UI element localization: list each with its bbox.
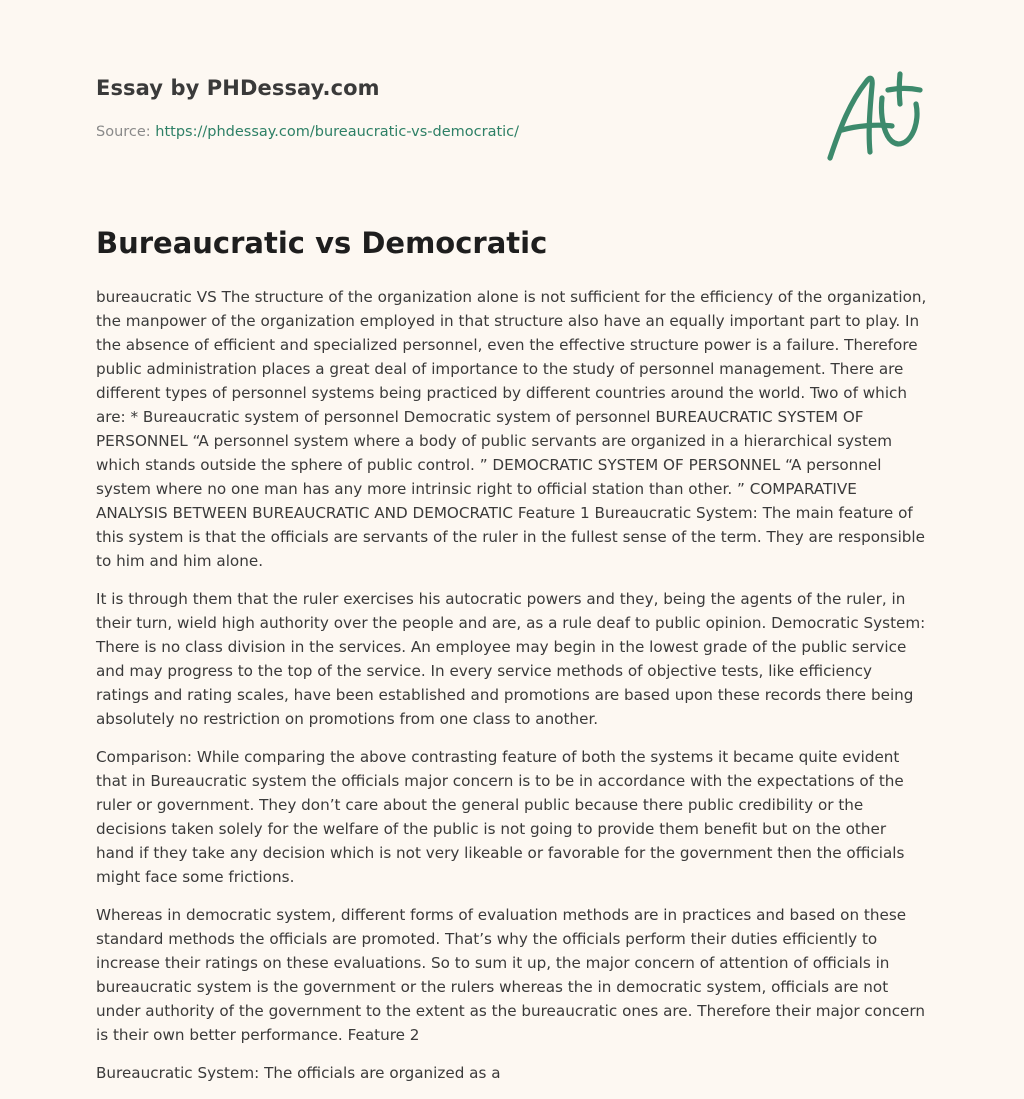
essay-paragraph: Comparison: While comparing the above contrasting feature of both the systems it became quite evident that in Bureaucratic system the officials major concern is to be in accordance with the expectations of the ruler or government. They don’t care about the general public because there public credibility or the decisions taken solely for the welfare of the public is not going to provide them benefit but on the other hand if they take any decision which is not very likeable or favorable for the government then the officials might face some frictions.: [96, 748, 905, 886]
site-title: Essay by PHDessay.com: [96, 76, 380, 100]
essay-title: Bureaucratic vs Democratic: [96, 226, 548, 260]
header: [96, 0, 928, 200]
essay-paragraph: bureaucratic VS The structure of the organization alone is not sufficient for the efficiency of the organization, the manpower of the organization employed in that structure also have an equally important part to play. In the absence of efficient and specialized personnel, even the effective structure power is a failure. Therefore public administration places a great deal of importance to the study of personnel management. There are different types of personnel systems being practiced by different countries around the world. Two of which are: * Bureaucratic system of personnel Democratic system of personnel BUREAUCRATIC SYSTEM OF PERSONNEL “A personnel system where a body of public servants are organized in a hierarchical system which stands outside the sphere of public control. ” DEMOCRATIC SYSTEM OF PERSONNEL “A personnel system where no one man has any more intrinsic right to official station than other. ” COMPARATIVE ANALYSIS BETWEEN BUREAUCRATIC AND DEMOCRATIC Feature 1 Bureaucratic System: The main feature of this system is that the officials are servants of the ruler in the fullest sense of the term. They are responsible to him and him alone.: [96, 288, 927, 570]
source-link[interactable]: https://phdessay.com/bureaucratic-vs-democratic/: [155, 124, 520, 140]
essay-body: [96, 285, 928, 1099]
essay-paragraph: Bureaucratic System: The officials are organized as a: [96, 1064, 501, 1082]
source-line: [96, 124, 519, 140]
essay-paragraph: It is through them that the ruler exercises his autocratic powers and they, being the agents of the ruler, in their turn, wield high authority over the people and are, as a rule deaf to public opinion. Democratic System: There is no class division in the services. An employee may begin in the lowest grade of the public service and may progress to the top of the service. In every service methods of objective tests, like efficiency ratings and rating scales, have been established and promotions are based upon these records there being absolutely no restriction on promotions from one class to another.: [96, 590, 926, 728]
page: [96, 0, 928, 1082]
essay-paragraph: Whereas in democratic system, different forms of evaluation methods are in practices and based on these standard methods the officials are promoted. That’s why the officials perform their duties efficiently to increase their ratings on these evaluations. So to sum it up, the major concern of attention of officials in bureaucratic system is the government or the rulers whereas the in democratic system, officials are not under authority of the government to the extent as the bureaucratic ones are. Therefore their major concern is their own better performance. Feature 2: [96, 906, 925, 1044]
a-plus-logo-icon: [826, 68, 926, 166]
source-label: Source:: [96, 124, 151, 140]
